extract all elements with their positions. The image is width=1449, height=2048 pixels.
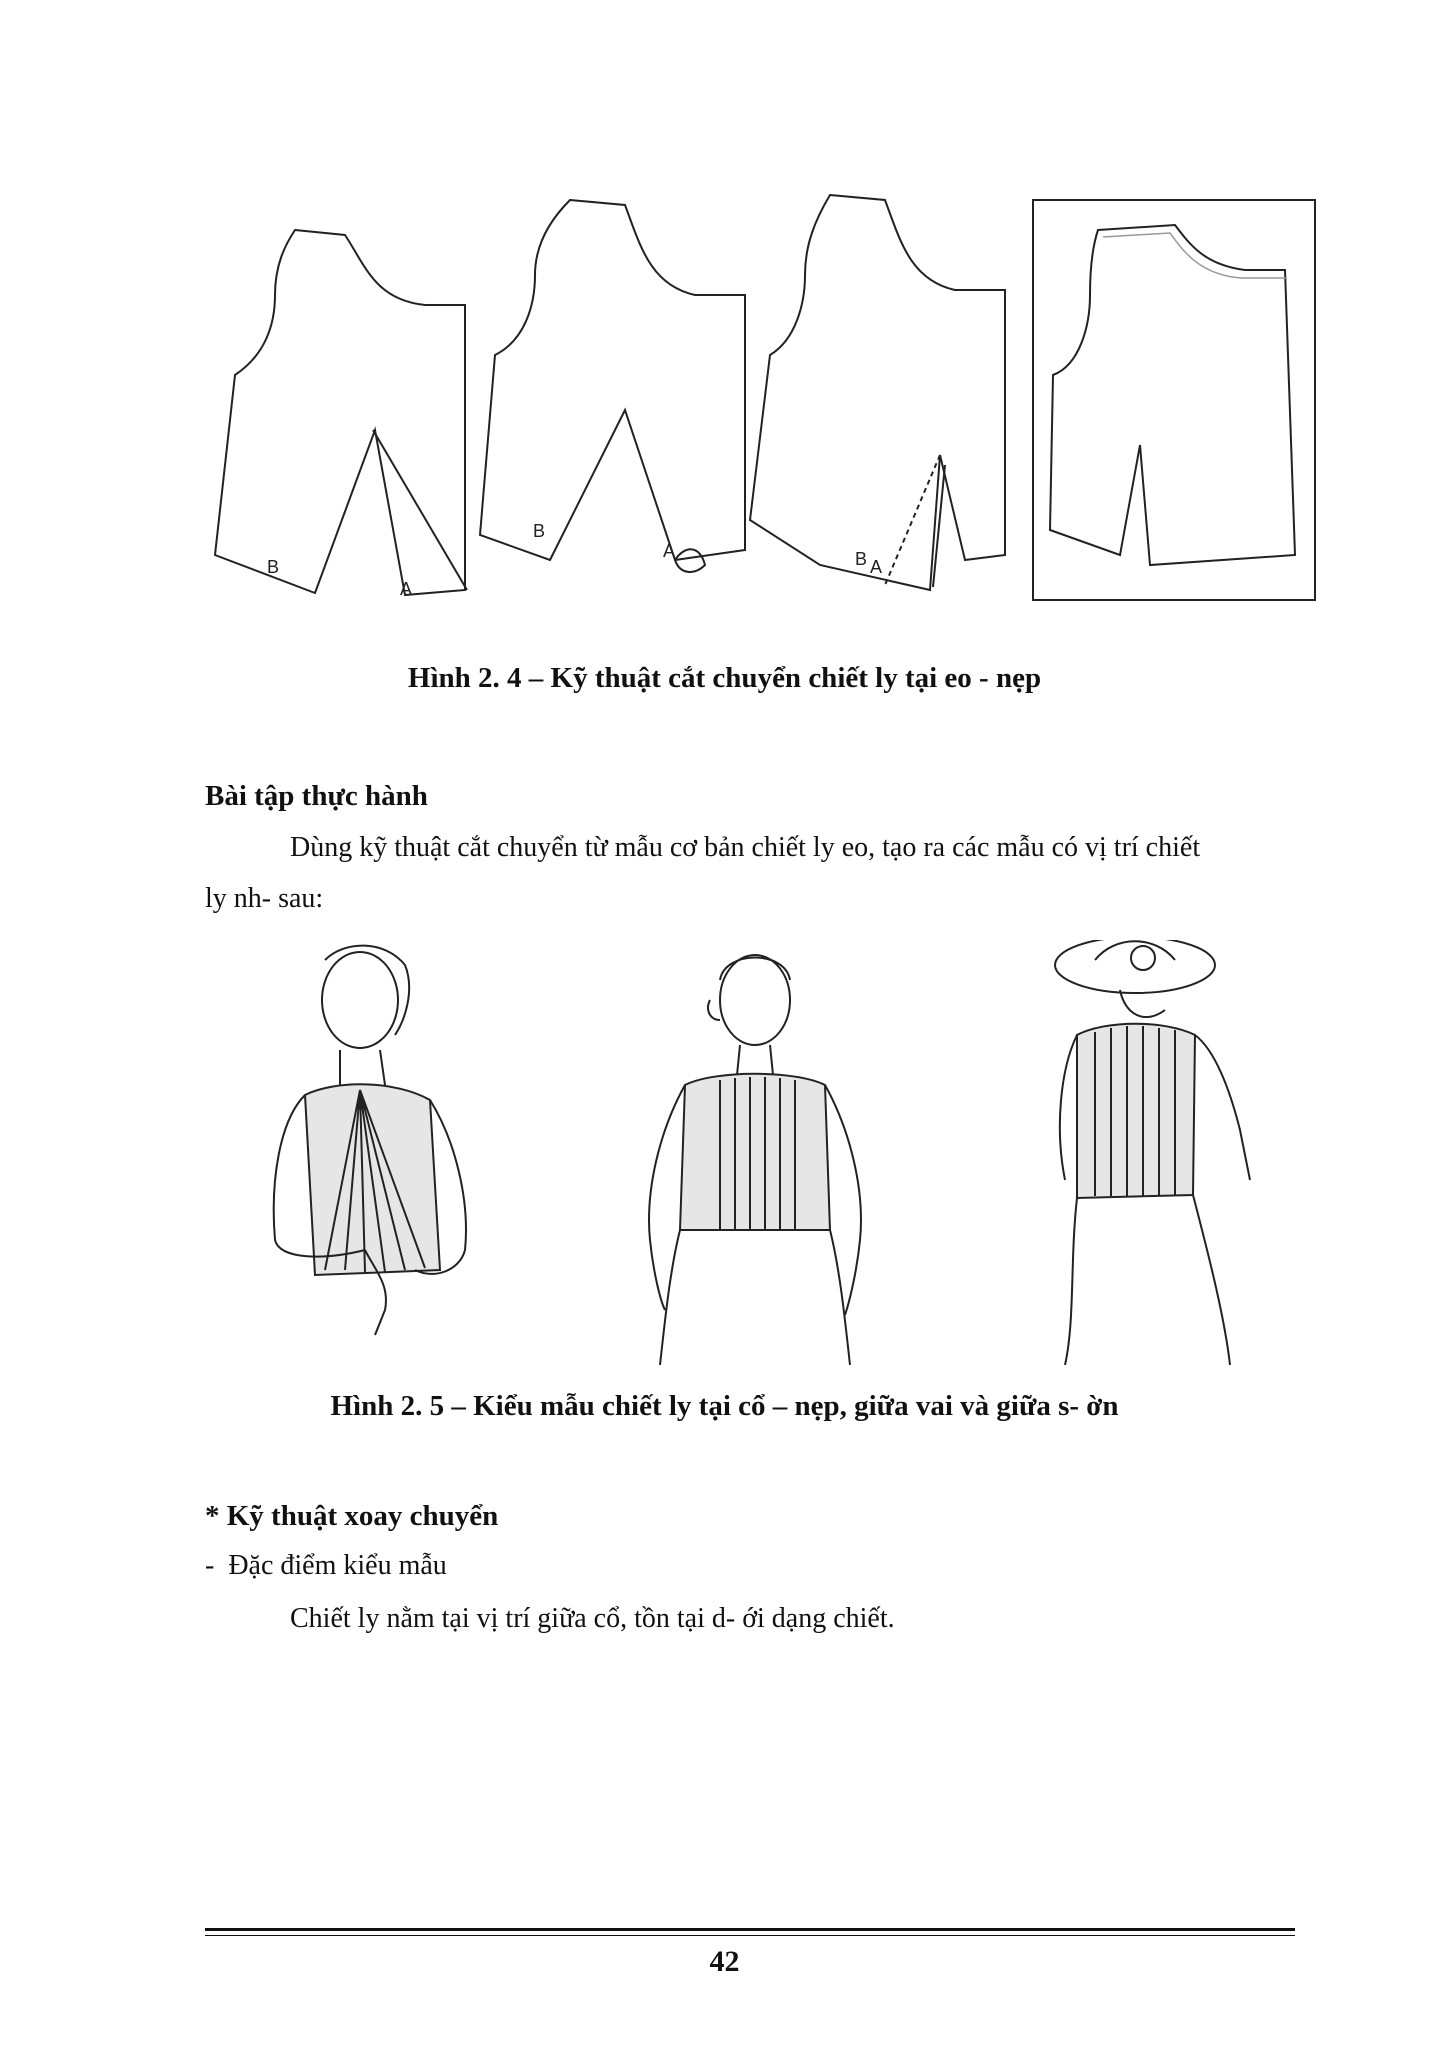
fig1-label-b-1: B	[267, 557, 280, 577]
technique-heading: * Kỹ thuật xoay chuyển	[205, 1500, 499, 1532]
footer-rule-thin	[205, 1935, 1295, 1936]
exercise-heading: Bài tập thực hành	[205, 780, 428, 812]
figure-2-5-fashion-illustrations	[265, 940, 1275, 1365]
exercise-line-2: ly nh- sau:	[205, 883, 324, 914]
figure-2-4-pattern-drawings	[205, 175, 1325, 605]
fashion-figure-2	[649, 955, 861, 1365]
fashion-figure-3	[1055, 940, 1250, 1365]
fig1-label-a-1: A	[400, 579, 413, 599]
pattern-piece-3	[750, 195, 1005, 590]
fig1-label-b-3: B	[855, 549, 868, 569]
fig1-label-a-3: A	[870, 557, 883, 577]
technique-text: Chiết ly nằm tại vị trí giữa cổ, tồn tại d- ới dạng chiết.	[290, 1603, 895, 1634]
technique-item: - Đặc điểm kiểu mẫu	[205, 1550, 447, 1581]
exercise-line-1: Dùng kỹ thuật cắt chuyển từ mẫu cơ bản chiết ly eo, tạo ra các mẫu có vị trí chiết	[290, 832, 1201, 863]
pattern-piece-2	[480, 200, 745, 560]
page-number: 42	[709, 1945, 740, 1978]
fig1-label-a-2: A	[663, 541, 676, 561]
fashion-figure-1	[274, 946, 466, 1335]
fig1-label-b-2: B	[533, 521, 546, 541]
figure-2-5-caption: Hình 2. 5 – Kiểu mẫu chiết ly tại cổ – nẹp, giữa vai và giữa s- ờn	[330, 1390, 1119, 1422]
footer-rule-thick	[205, 1928, 1295, 1931]
pattern-piece-1	[215, 230, 465, 595]
figure-2-4-caption: Hình 2. 4 – Kỹ thuật cắt chuyển chiết ly tại eo - nẹp	[407, 662, 1042, 694]
